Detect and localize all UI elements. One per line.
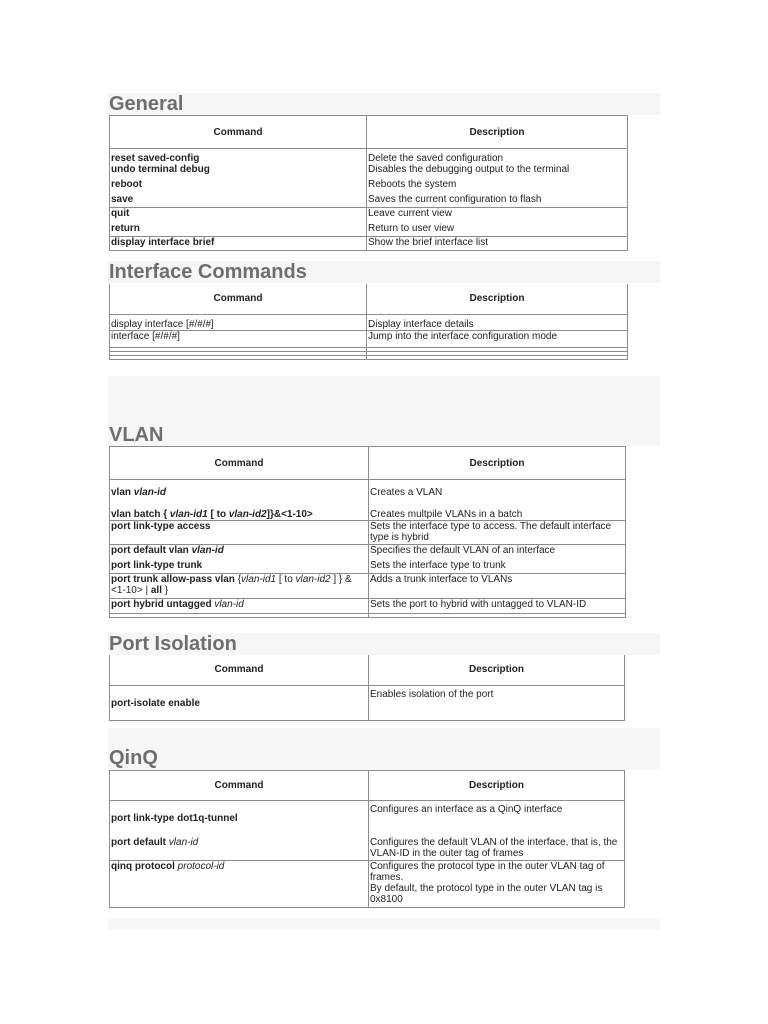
command-argument: vlan-id2 xyxy=(228,509,267,520)
command-cell xyxy=(110,830,369,861)
description-cell: Configures an interface as a QinQ interface xyxy=(369,801,625,830)
command-text: port default xyxy=(111,836,166,848)
description-cell xyxy=(369,861,625,908)
command-text: ]}&<1-10> xyxy=(266,509,313,520)
description-cell: Enables isolation of the port xyxy=(369,685,625,720)
description-column-header: Description xyxy=(369,655,625,685)
command-text: [ to xyxy=(278,574,293,585)
description-cell: Show the brief interface list xyxy=(367,237,628,251)
general-heading-band xyxy=(108,93,660,115)
description-column-header: Description xyxy=(369,771,625,801)
command-text: qinq protocol xyxy=(111,861,175,872)
vlan-table xyxy=(109,446,626,618)
description-cell: Return to user view xyxy=(367,223,628,237)
command-text: vlan batch { xyxy=(111,509,168,520)
qinq-heading-band xyxy=(108,728,660,770)
description-column-header: Description xyxy=(367,284,628,314)
command-text: port default vlan xyxy=(111,545,189,556)
port-isolation-table xyxy=(109,655,625,721)
qinq-table xyxy=(109,770,625,908)
command-column-header: Command xyxy=(110,116,367,149)
command-text: <1-10> | xyxy=(111,585,149,596)
command-argument: protocol-id xyxy=(177,861,225,872)
empty-cell xyxy=(369,614,626,618)
description-column-header: Description xyxy=(367,116,628,149)
description-cell: Configures the default VLAN of the interface, that is, the VLAN-ID in the outer tag of frames xyxy=(369,830,625,861)
general-heading: General xyxy=(109,93,184,115)
command-cell: interface [#/#/#] xyxy=(110,330,367,347)
command-cell xyxy=(110,599,369,614)
command-cell: port link-type access xyxy=(110,521,369,545)
command-text: [ to xyxy=(210,509,227,520)
description-cell: Display interface details xyxy=(367,314,628,330)
description-line: By default, the protocol type in the outer VLAN tag is 0x8100 xyxy=(370,883,603,905)
description-cell: Reboots the system xyxy=(367,179,628,194)
description-cell: Sets the interface type to trunk xyxy=(369,560,626,574)
empty-cell xyxy=(110,355,367,359)
description-cell: Sets the port to hybrid with untagged to VLAN-ID xyxy=(369,599,626,614)
command-argument: vlan-id xyxy=(133,486,167,498)
command-cell: reboot xyxy=(110,179,367,194)
command-column-header: Command xyxy=(110,771,369,801)
command-cell: save xyxy=(110,194,367,208)
command-column-header: Command xyxy=(110,447,369,480)
description-cell: Jump into the interface configuration mode xyxy=(367,330,628,347)
command-text: port trunk allow-pass vlan xyxy=(111,574,235,585)
command-argument: vlan-id2 xyxy=(295,574,331,585)
command-argument: vlan-id xyxy=(168,836,199,848)
description-line: Configures the protocol type in the outer VLAN tag of frames. xyxy=(370,861,605,883)
command-cell xyxy=(110,574,369,599)
vlan-heading: VLAN xyxy=(109,424,164,446)
description-cell: Creates multpile VLANs in a batch xyxy=(369,505,626,521)
command-cell: quit xyxy=(110,208,367,223)
command-argument: vlan-id xyxy=(191,545,224,556)
description-cell: Disables the debugging output to the terminal xyxy=(367,164,628,179)
command-cell: display interface brief xyxy=(110,237,367,251)
description-cell: Adds a trunk interface to VLANs xyxy=(369,574,626,599)
description-cell: Saves the current configuration to flash xyxy=(367,194,628,208)
description-cell: Leave current view xyxy=(367,208,628,223)
port-isolation-heading: Port Isolation xyxy=(109,633,237,655)
command-cell xyxy=(110,861,369,908)
description-cell: Creates a VLAN xyxy=(369,480,626,505)
command-cell: display interface [#/#/#] xyxy=(110,314,367,330)
empty-cell xyxy=(110,614,369,618)
command-cell xyxy=(110,505,369,521)
general-table xyxy=(109,115,628,251)
command-text: all xyxy=(150,585,162,596)
description-cell: Delete the saved configuration xyxy=(367,149,628,164)
command-argument: vlan-id1 xyxy=(241,574,277,585)
command-cell: return xyxy=(110,223,367,237)
command-column-header: Command xyxy=(110,655,369,685)
interface-table xyxy=(109,284,628,360)
command-text: { xyxy=(237,574,242,585)
command-text: vlan xyxy=(111,486,132,498)
command-text: ] } & xyxy=(333,574,352,585)
command-cell: port-isolate enable xyxy=(110,685,369,720)
command-cell: port link-type dot1q-tunnel xyxy=(110,801,369,830)
command-argument: vlan-id xyxy=(214,599,244,610)
command-cell: port link-type trunk xyxy=(110,560,369,574)
command-argument: vlan-id1 xyxy=(169,509,208,520)
empty-cell xyxy=(367,355,628,359)
description-cell: Specifies the default VLAN of an interface xyxy=(369,545,626,560)
description-cell: Sets the interface type to access. The default interface type is hybrid xyxy=(369,521,626,545)
command-cell xyxy=(110,480,369,505)
command-cell: undo terminal debug xyxy=(110,164,367,179)
command-cell xyxy=(110,545,369,560)
command-cell: reset saved-config xyxy=(110,149,367,164)
footer-band xyxy=(108,918,660,929)
command-column-header: Command xyxy=(110,284,367,314)
qinq-heading: QinQ xyxy=(109,747,158,769)
command-text: } xyxy=(164,585,169,596)
spacer-band xyxy=(108,376,660,446)
interface-commands-heading: Interface Commands xyxy=(109,261,307,283)
command-text: port hybrid untagged xyxy=(111,599,212,610)
description-column-header: Description xyxy=(369,447,626,480)
